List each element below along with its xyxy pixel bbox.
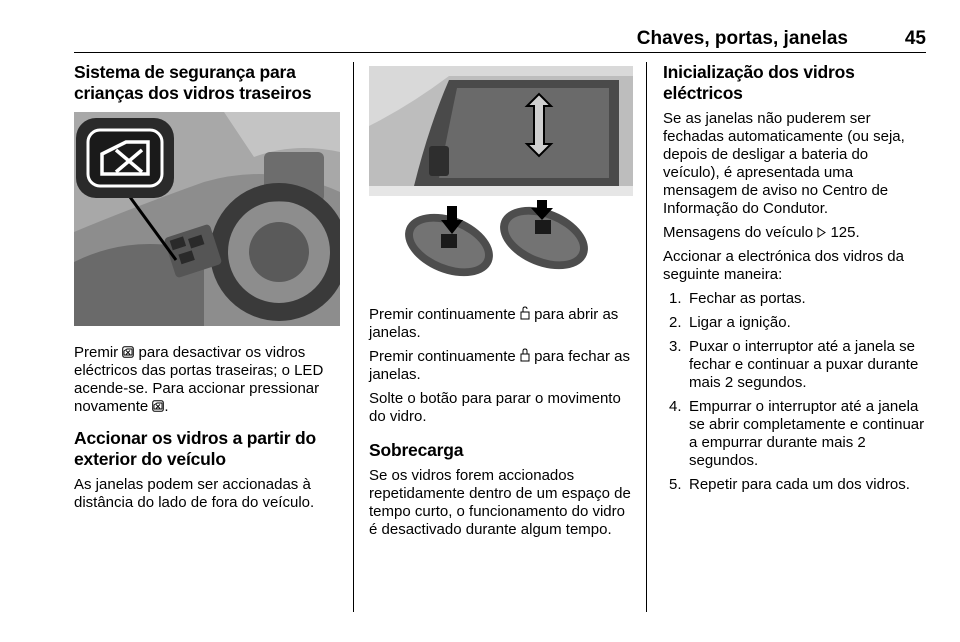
- unlock-key-icon: [520, 306, 530, 320]
- section-heading: Inicialização dos vidros eléctricos: [663, 62, 855, 103]
- column-3: [663, 62, 927, 500]
- key-fob-illustration: [369, 200, 633, 290]
- vehicle-messages-paragraph: Mensagens do veículo 125.: [663, 224, 860, 241]
- column-divider: [353, 62, 354, 612]
- init-intro-paragraph: Se as janelas não puderem ser fechadas automaticamente (ou seja, depois de desligar a bateria do veículo), é apresentada uma mensagem de aviso no Centro de Informação do Condutor.: [663, 110, 905, 217]
- header-title: Chaves, portas, janelas: [636, 28, 848, 49]
- exterior-paragraph: As janelas podem ser accionadas à distância do lado de fora do veículo.: [74, 476, 315, 511]
- child-lock-paragraph: Premir para desactivar os vidros eléctricos das portas traseiras; o LED acende-se. Para accionar pressionar novamente .: [74, 344, 324, 415]
- section-heading: Sistema de segurança para crianças dos vidros traseiros: [74, 62, 312, 103]
- list-item: 5. Repetir para cada um dos vidros.: [669, 476, 910, 493]
- page-reference-arrow-icon: [817, 227, 826, 238]
- page-header: [74, 26, 926, 53]
- column-2: [369, 62, 633, 545]
- procedure-intro-paragraph: Accionar a electrónica dos vidros da seguinte maneira:: [663, 248, 904, 283]
- child-lock-icon: [122, 346, 134, 358]
- column-1: [74, 62, 340, 518]
- section-heading: Sobrecarga: [369, 440, 464, 460]
- open-windows-paragraph: Premir continuamente para abrir as janelas.: [369, 306, 619, 341]
- child-lock-icon: [152, 400, 164, 412]
- page-number: 45: [904, 28, 926, 49]
- column-divider: [646, 62, 647, 612]
- release-button-paragraph: Solte o botão para parar o movimento do vidro.: [369, 390, 621, 425]
- list-item: 1. Fechar as portas.: [669, 290, 806, 307]
- lock-key-icon: [520, 348, 530, 362]
- list-item: 2. Ligar a ignição.: [669, 314, 791, 331]
- child-lock-illustration: [74, 112, 340, 326]
- window-illustration: [369, 66, 633, 196]
- overload-paragraph: Se os vidros forem accionados repetidamente dentro de um espaço de tempo curto, o funcionamento do vidro é desactivado durante algum tempo.: [369, 467, 631, 538]
- section-heading: Accionar os vidros a partir do exterior do veículo: [74, 428, 316, 469]
- list-item: 3. Puxar o interruptor até a janela se fechar e continuar a puxar durante mais 2 segundos.: [669, 338, 919, 391]
- close-windows-paragraph: Premir continuamente para fechar as janelas.: [369, 348, 630, 383]
- init-steps-list: [663, 290, 927, 494]
- list-item: 4. Empurrar o interruptor até a janela se abrir completamente e continuar a empurrar durante mais 2 segundos.: [669, 398, 925, 469]
